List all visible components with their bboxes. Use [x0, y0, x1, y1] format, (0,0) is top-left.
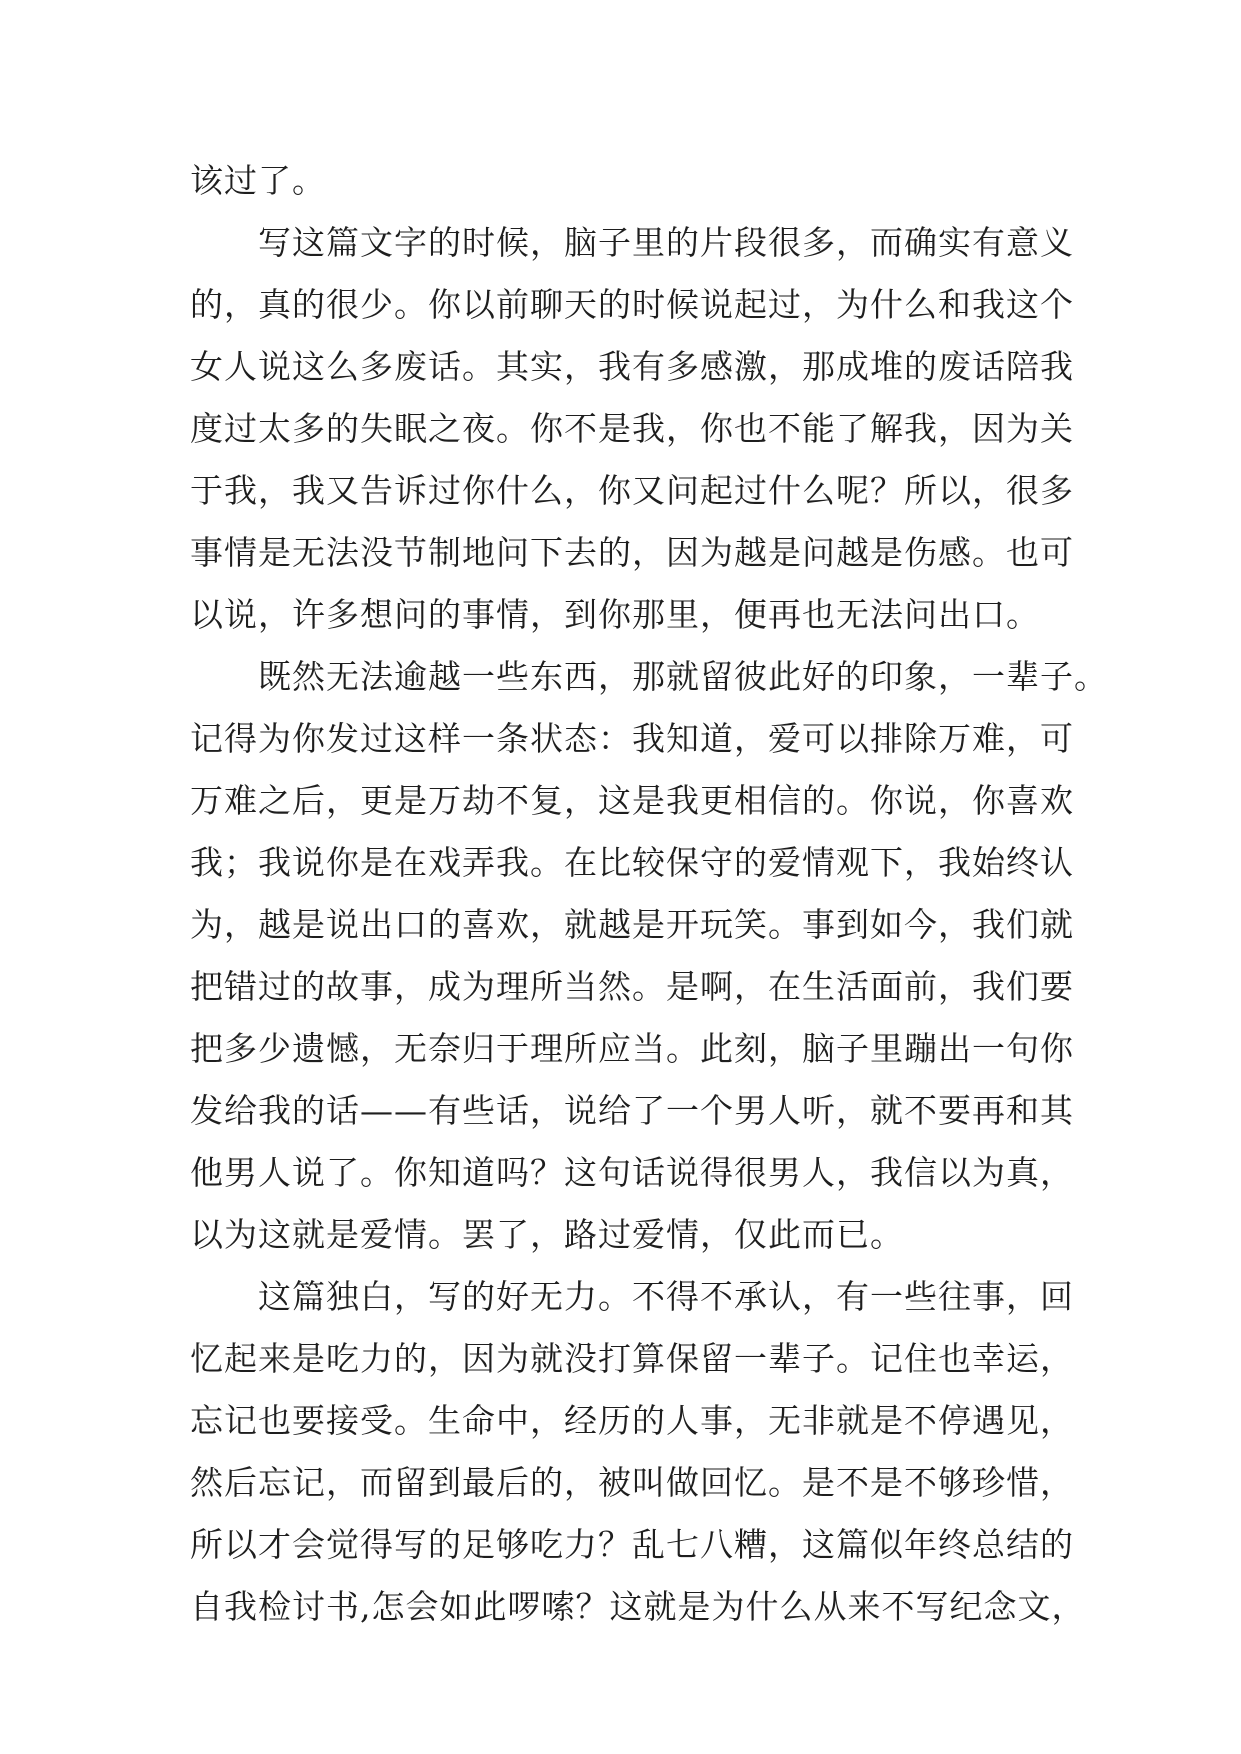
text-line: 该过了。 [190, 161, 326, 200]
text-line: 把多少遗憾，无奈归于理所应当。此刻，脑子里蹦出一句你 [190, 1029, 1074, 1068]
body-text [190, 150, 1108, 1638]
text-line: 为，越是说出口的喜欢，就越是开玩笑。事到如今，我们就 [190, 905, 1074, 944]
text-line: 女人说这么多废话。其实，我有多感激，那成堆的废话陪我 [190, 347, 1074, 386]
text-line: 的，真的很少。你以前聊天的时候说起过，为什么和我这个 [190, 285, 1074, 324]
text-line: 度过太多的失眠之夜。你不是我，你也不能了解我，因为关 [190, 409, 1074, 448]
text-line: 忆起来是吃力的，因为就没打算保留一辈子。记住也幸运， [190, 1339, 1074, 1378]
text-line: 忘记也要接受。生命中，经历的人事，无非就是不停遇见， [190, 1401, 1074, 1440]
text-line: 事情是无法没节制地问下去的，因为越是问越是伤感。也可 [190, 533, 1074, 572]
paragraph-first-line: 写这篇文字的时候，脑子里的片段很多，而确实有意义 [258, 223, 1074, 262]
text-line: 于我，我又告诉过你什么，你又问起过什么呢？所以，很多 [190, 471, 1074, 510]
text-line: 我；我说你是在戏弄我。在比较保守的爱情观下，我始终认 [190, 843, 1074, 882]
paragraph-first-line: 既然无法逾越一些东西，那就留彼此好的印象，一辈子。 [258, 657, 1108, 696]
text-line: 万难之后，更是万劫不复，这是我更相信的。你说，你喜欢 [190, 781, 1074, 820]
text-line: 把错过的故事，成为理所当然。是啊，在生活面前，我们要 [190, 967, 1074, 1006]
text-line: 以为这就是爱情。罢了，路过爱情，仅此而已。 [190, 1215, 904, 1254]
text-line: 所以才会觉得写的足够吃力？乱七八糟，这篇似年终总结的 [190, 1525, 1074, 1564]
text-line: 发给我的话——有些话，说给了一个男人听，就不要再和其 [190, 1091, 1074, 1130]
text-line: 然后忘记，而留到最后的，被叫做回忆。是不是不够珍惜， [190, 1463, 1074, 1502]
text-line: 以说，许多想问的事情，到你那里，便再也无法问出口。 [190, 595, 1040, 634]
text-line: 自我检讨书,怎会如此啰嗦？这就是为什么从来不写纪念文， [190, 1587, 1086, 1626]
paragraph-first-line: 这篇独白，写的好无力。不得不承认，有一些往事，回 [258, 1277, 1074, 1316]
text-line: 他男人说了。你知道吗？这句话说得很男人，我信以为真， [190, 1153, 1074, 1192]
text-line: 记得为你发过这样一条状态：我知道，爱可以排除万难，可 [190, 719, 1074, 758]
